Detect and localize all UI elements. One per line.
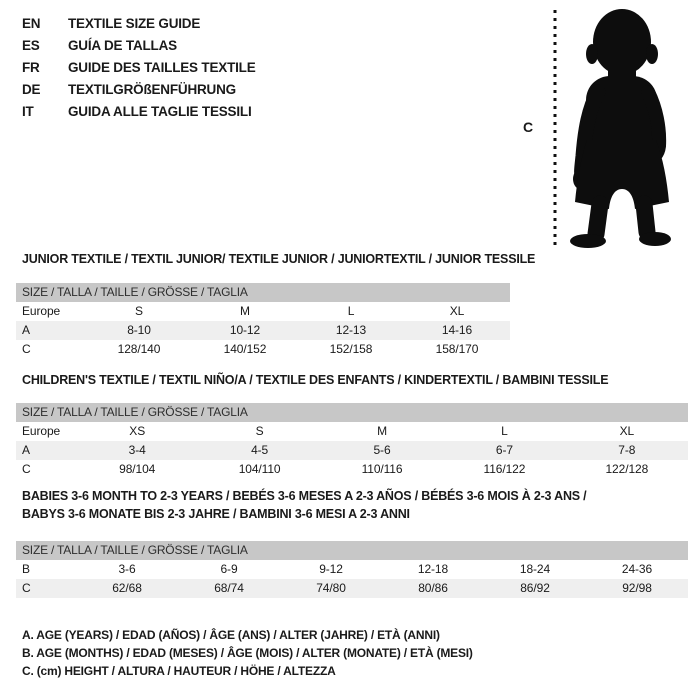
table-cell: 158/170 <box>435 342 479 356</box>
table-cell: 104/110 <box>238 462 281 476</box>
table-cell: 24-36 <box>621 562 653 576</box>
section-title-line: CHILDREN'S TEXTILE / TEXTIL NIÑO/A / TEXTILE DES ENFANTS / KINDERTEXTIL / BAMBINI TESSILE <box>22 373 609 387</box>
table-cell: 6-7 <box>495 443 513 457</box>
row-label: A <box>22 323 30 337</box>
section-title-line: BABYS 3-6 MONATE BIS 2-3 JAHRE / BAMBINI 3-6 MESI A 2-3 ANNI <box>22 507 410 521</box>
table-cell: 18-24 <box>519 562 551 576</box>
table-cell: L <box>347 304 355 318</box>
table-cell: 122/128 <box>605 462 649 476</box>
section-title-babies <box>22 487 586 523</box>
table-cell: M <box>240 304 250 318</box>
table-cell: 74/80 <box>316 581 346 595</box>
language-label: GUIDE DES TAILLES TEXTILE <box>68 59 256 75</box>
size-header-bar: SIZE / TALLA / TAILLE / GRÖSSE / TAGLIA <box>16 541 688 560</box>
language-code: ES <box>22 37 40 53</box>
table-cell: 12-18 <box>417 562 449 576</box>
language-list <box>22 12 256 122</box>
table-row <box>16 302 510 321</box>
size-header-bar: SIZE / TALLA / TAILLE / GRÖSSE / TAGLIA <box>16 403 688 422</box>
table-row <box>16 560 688 579</box>
row-label: Europe <box>22 304 61 318</box>
table-cell: 116/122 <box>483 462 526 476</box>
table-cell: 8-10 <box>127 323 151 337</box>
table-cell: M <box>377 424 387 438</box>
size-table-junior <box>16 283 510 359</box>
table-row <box>16 422 688 441</box>
table-cell: 80/86 <box>418 581 448 595</box>
row-label: C <box>22 462 31 476</box>
size-table-babies <box>16 541 688 598</box>
table-cell: S <box>135 304 143 318</box>
table-row <box>16 340 510 359</box>
table-cell: 110/116 <box>361 462 403 476</box>
row-label: Europe <box>22 424 61 438</box>
table-cell: L <box>501 424 508 438</box>
legend-note: A. AGE (YEARS) / EDAD (AÑOS) / ÂGE (ANS) / ALTER (JAHRE) / ETÀ (ANNI) <box>22 628 440 642</box>
language-code: EN <box>22 15 41 31</box>
table-cell: 10-12 <box>229 323 261 337</box>
height-measure-label: C <box>523 119 534 135</box>
table-cell: 6-9 <box>220 562 238 576</box>
table-cell: S <box>255 424 264 438</box>
table-row <box>16 460 688 479</box>
toddler-silhouette-icon <box>558 4 700 254</box>
language-row <box>22 12 256 34</box>
language-code: DE <box>22 81 41 97</box>
table-cell: 98/104 <box>119 462 156 476</box>
table-cell: 140/152 <box>223 342 267 356</box>
table-cell: 152/158 <box>329 342 373 356</box>
legend-note: B. AGE (MONTHS) / EDAD (MESES) / ÂGE (MOIS) / ALTER (MONATE) / ETÀ (MESI) <box>22 646 473 660</box>
language-label: GUIDA ALLE TAGLIE TESSILI <box>68 103 252 119</box>
table-cell: 92/98 <box>622 581 652 595</box>
language-code: IT <box>22 103 34 119</box>
table-row <box>16 441 688 460</box>
language-row <box>22 100 256 122</box>
language-label: GUÍA DE TALLAS <box>68 37 177 53</box>
toddler-silhouette-image <box>558 4 700 254</box>
table-cell: 62/68 <box>112 581 142 595</box>
row-label: B <box>22 562 30 576</box>
table-cell: 5-6 <box>373 443 391 457</box>
section-title-children <box>22 371 608 389</box>
table-cell: XL <box>619 424 635 438</box>
table-cell: 86/92 <box>520 581 550 595</box>
row-label: C <box>22 342 31 356</box>
table-cell: 3-6 <box>118 562 136 576</box>
language-label: TEXTILGRÖßENFÜHRUNG <box>68 81 236 97</box>
table-row <box>16 321 510 340</box>
row-label: C <box>22 581 31 595</box>
language-label: TEXTILE SIZE GUIDE <box>68 15 201 31</box>
section-title-line: BABIES 3-6 MONTH TO 2-3 YEARS / BEBÉS 3-6 MESES A 2-3 AÑOS / BÉBÉS 3-6 MOIS À 2-3 ANS / <box>22 489 587 503</box>
legend-notes <box>22 626 473 680</box>
size-table-children <box>16 403 688 479</box>
table-cell: 12-13 <box>335 323 367 337</box>
table-cell: XL <box>449 304 465 318</box>
table-cell: 4-5 <box>251 443 269 457</box>
table-row <box>16 579 688 598</box>
table-cell: 14-16 <box>441 323 473 337</box>
language-row <box>22 78 256 100</box>
table-cell: 68/74 <box>214 581 244 595</box>
table-cell: 7-8 <box>618 443 636 457</box>
language-row <box>22 34 256 56</box>
size-header-bar: SIZE / TALLA / TAILLE / GRÖSSE / TAGLIA <box>16 283 510 302</box>
language-code: FR <box>22 59 40 75</box>
row-label: A <box>22 443 30 457</box>
table-cell: 9-12 <box>319 562 343 576</box>
section-title-junior <box>22 250 535 268</box>
legend-note: C. (cm) HEIGHT / ALTURA / HAUTEUR / HÖHE / ALTEZZA <box>22 664 336 678</box>
table-cell: 3-4 <box>128 443 146 457</box>
table-cell: XS <box>129 424 146 438</box>
section-title-line: JUNIOR TEXTILE / TEXTIL JUNIOR/ TEXTILE JUNIOR / JUNIORTEXTIL / JUNIOR TESSILE <box>22 252 536 266</box>
language-row <box>22 56 256 78</box>
table-cell: 128/140 <box>117 342 161 356</box>
